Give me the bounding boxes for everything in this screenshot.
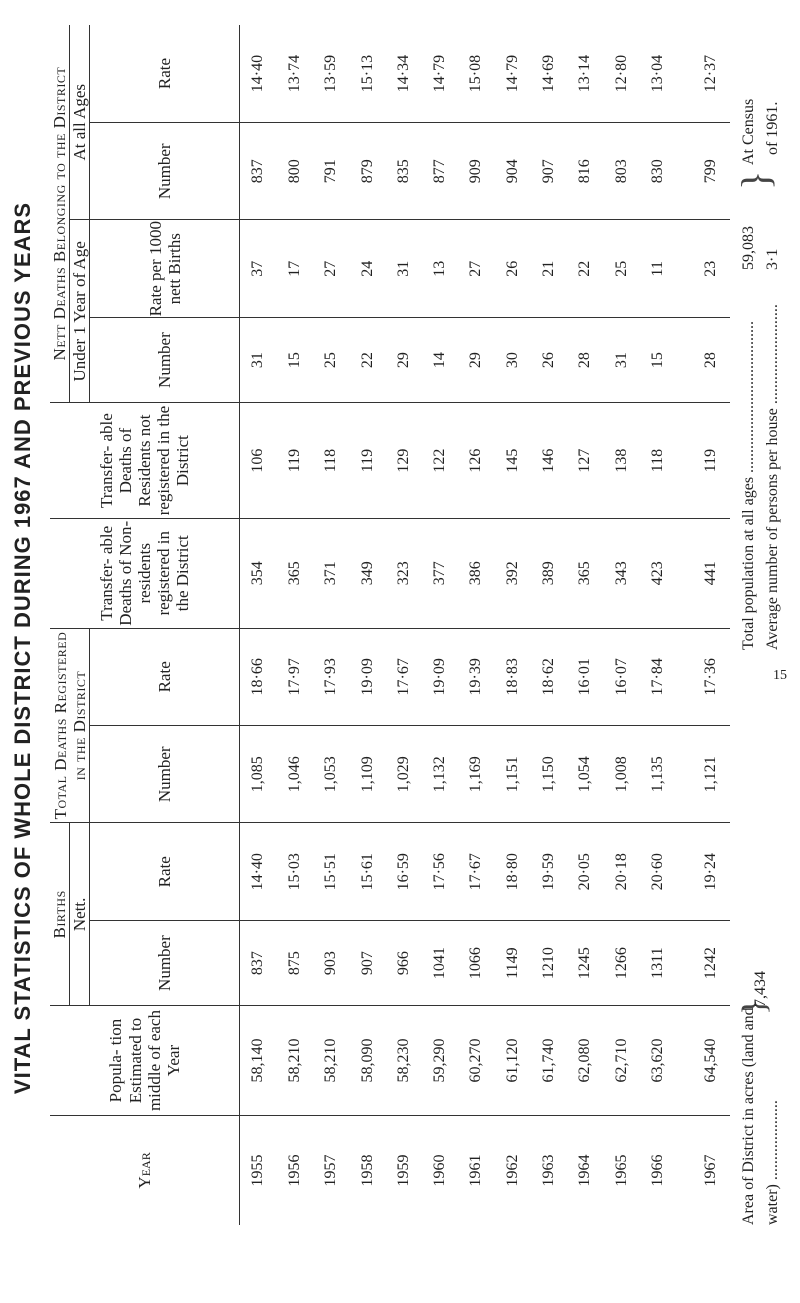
- cell-t-res: 119: [277, 403, 313, 519]
- census-note-line2: of 1961.: [764, 101, 781, 155]
- cell-births-rate: 14·40: [240, 823, 277, 920]
- cell-births-rate: 20·05: [567, 823, 603, 920]
- cell-all-num: 837: [240, 123, 277, 220]
- cell-t-res: 145: [495, 403, 531, 519]
- cell-td-num: 1,121: [676, 726, 730, 823]
- brace-icon: }: [736, 998, 773, 1015]
- cell-all-num: 877: [422, 123, 458, 220]
- population-label: Total population at all ages ......................................: [740, 320, 757, 650]
- table-row: [640, 25, 676, 1225]
- cell-all-num: 800: [277, 123, 313, 220]
- cell-u1-num: 25: [313, 317, 349, 402]
- area-label-line2: water) ....................: [764, 1100, 781, 1225]
- cell-all-num: 879: [349, 123, 385, 220]
- cell-u1-num: 28: [676, 317, 730, 402]
- cell-births-rate: 15·51: [313, 823, 349, 920]
- cell-t-nonres: 386: [458, 518, 494, 628]
- cell-births-rate: 19·24: [676, 823, 730, 920]
- cell-t-nonres: 349: [349, 518, 385, 628]
- cell-t-res: 106: [240, 403, 277, 519]
- cell-all-rate: 14·79: [503, 54, 521, 93]
- cell-u1-rate: 27: [313, 220, 349, 317]
- cell-td-num: 1,029: [386, 726, 422, 823]
- header-allages-rate: Rate: [90, 25, 240, 123]
- cell-pop: 63,620: [640, 1006, 676, 1116]
- cell-pop: 58,090: [349, 1006, 385, 1116]
- cell-t-res: 146: [531, 403, 567, 519]
- cell-t-nonres: 323: [386, 518, 422, 628]
- table-row: [567, 25, 603, 1225]
- cell-t-nonres: 365: [277, 518, 313, 628]
- cell-td-rate: 18·83: [495, 628, 531, 725]
- header-births-rate: Rate: [90, 823, 240, 920]
- header-total-deaths: Total Deaths Registered in the District: [50, 628, 90, 823]
- cell-year: 1959: [386, 1115, 422, 1225]
- cell-births-num: 966: [386, 920, 422, 1005]
- cell-births-rate: 20·60: [640, 823, 676, 920]
- cell-year: 1967: [676, 1115, 730, 1225]
- cell-t-nonres: 423: [640, 518, 676, 628]
- cell-td-num: 1,135: [640, 726, 676, 823]
- cell-all-rate: 13·59: [322, 54, 340, 93]
- cell-pop: 58,210: [313, 1006, 349, 1116]
- cell-t-nonres: 354: [240, 518, 277, 628]
- cell-td-rate: 17·36: [676, 628, 730, 725]
- table-row: [313, 25, 349, 1225]
- header-transfer-residents: Transfer- able Deaths of Residents not registered in the District: [50, 403, 240, 519]
- cell-u1-num: 30: [495, 317, 531, 402]
- table-row: [240, 25, 277, 1225]
- header-births: Births: [50, 823, 70, 1006]
- cell-u1-num: 15: [640, 317, 676, 402]
- header-population: Popula- tion Estimated to middle of each Year: [50, 1006, 240, 1116]
- cell-all-rate: 14·69: [539, 54, 557, 93]
- header-nett-deaths: Nett Deaths Belonging to the District: [50, 25, 70, 403]
- cell-all-num: 909: [458, 123, 494, 220]
- table-row: [349, 25, 385, 1225]
- table-row: [603, 25, 639, 1225]
- header-births-nett: Nett.: [70, 823, 90, 1006]
- persons-per-house-label: Average number of persons per house .........................: [764, 304, 781, 650]
- cell-all-num: 904: [495, 123, 531, 220]
- table-row: [495, 25, 531, 1225]
- cell-td-rate: 19·39: [458, 628, 494, 725]
- cell-td-rate: 16·07: [603, 628, 639, 725]
- cell-all-num: 816: [567, 123, 603, 220]
- cell-u1-num: 15: [277, 317, 313, 402]
- cell-all-rate: 12·37: [702, 54, 719, 93]
- header-births-number: Number: [90, 920, 240, 1005]
- cell-pop: 64,540: [676, 1006, 730, 1116]
- page-number: 15: [773, 668, 787, 683]
- cell-t-res: 138: [603, 403, 639, 519]
- cell-pop: 59,290: [422, 1006, 458, 1116]
- cell-births-num: 1149: [495, 920, 531, 1005]
- cell-all-rate: 12·80: [612, 54, 630, 93]
- header-under-1-year: Under 1 Year of Age: [70, 220, 90, 403]
- cell-u1-num: 31: [240, 317, 277, 402]
- cell-td-rate: 18·62: [531, 628, 567, 725]
- cell-td-num: 1,132: [422, 726, 458, 823]
- cell-all-num: 830: [640, 123, 676, 220]
- cell-year: 1963: [531, 1115, 567, 1225]
- cell-births-rate: 15·03: [277, 823, 313, 920]
- cell-births-rate: 16·59: [386, 823, 422, 920]
- cell-td-rate: 17·97: [277, 628, 313, 725]
- cell-t-nonres: 371: [313, 518, 349, 628]
- cell-all-rate: 13·04: [648, 54, 666, 93]
- cell-td-rate: 16·01: [567, 628, 603, 725]
- header-under1-number: Number: [90, 317, 240, 402]
- area-value: 7,434: [752, 971, 769, 1007]
- cell-t-res: 126: [458, 403, 494, 519]
- cell-td-num: 1,053: [313, 726, 349, 823]
- cell-t-res: 118: [640, 403, 676, 519]
- cell-all-rate: 13·74: [285, 54, 303, 93]
- cell-all-num: 835: [386, 123, 422, 220]
- cell-births-num: 1210: [531, 920, 567, 1005]
- table-row: [386, 25, 422, 1225]
- cell-td-num: 1,151: [495, 726, 531, 823]
- cell-all-num: 803: [603, 123, 639, 220]
- cell-births-num: 907: [349, 920, 385, 1005]
- cell-pop: 60,270: [458, 1006, 494, 1116]
- cell-year: 1961: [458, 1115, 494, 1225]
- cell-pop: 62,080: [567, 1006, 603, 1116]
- cell-all-rate: 14·40: [249, 54, 267, 93]
- cell-u1-rate: 27: [458, 220, 494, 317]
- cell-t-nonres: 389: [531, 518, 567, 628]
- cell-all-rate: 14·79: [431, 54, 449, 93]
- cell-u1-rate: 24: [349, 220, 385, 317]
- cell-pop: 58,230: [386, 1006, 422, 1116]
- cell-pop: 61,740: [531, 1006, 567, 1116]
- cell-t-nonres: 441: [676, 518, 730, 628]
- cell-t-nonres: 377: [422, 518, 458, 628]
- cell-all-rate: 14·34: [394, 54, 412, 93]
- population-value: 59,083: [740, 226, 757, 270]
- cell-births-num: 875: [277, 920, 313, 1005]
- cell-u1-rate: 31: [386, 220, 422, 317]
- cell-td-num: 1,008: [603, 726, 639, 823]
- cell-u1-rate: 17: [277, 220, 313, 317]
- footer: [733, 15, 790, 1225]
- cell-pop: 62,710: [603, 1006, 639, 1116]
- cell-u1-num: 31: [603, 317, 639, 402]
- cell-births-rate: 20·18: [603, 823, 639, 920]
- cell-u1-num: 26: [531, 317, 567, 402]
- cell-t-res: 118: [313, 403, 349, 519]
- cell-births-num: 1066: [458, 920, 494, 1005]
- table-row: [458, 25, 494, 1225]
- cell-births-rate: 19·59: [531, 823, 567, 920]
- cell-td-num: 1,169: [458, 726, 494, 823]
- cell-all-num: 799: [676, 123, 730, 220]
- cell-td-num: 1,109: [349, 726, 385, 823]
- cell-t-res: 127: [567, 403, 603, 519]
- cell-t-nonres: 392: [495, 518, 531, 628]
- cell-td-rate: 17·84: [640, 628, 676, 725]
- cell-year: 1957: [313, 1115, 349, 1225]
- header-transfer-nonresidents: Transfer- able Deaths of Non- residents registered in the District: [50, 518, 240, 628]
- cell-year: 1962: [495, 1115, 531, 1225]
- cell-all-rate: 15·13: [358, 54, 376, 93]
- cell-u1-num: 29: [386, 317, 422, 402]
- cell-t-res: 119: [676, 403, 730, 519]
- cell-t-res: 122: [422, 403, 458, 519]
- cell-all-num: 907: [531, 123, 567, 220]
- cell-year: 1965: [603, 1115, 639, 1225]
- cell-births-num: 1266: [603, 920, 639, 1005]
- header-under1-rate: Rate per 1000 nett Births: [90, 220, 240, 317]
- cell-all-num: 791: [313, 123, 349, 220]
- cell-pop: 58,210: [277, 1006, 313, 1116]
- cell-year: 1960: [422, 1115, 458, 1225]
- cell-u1-rate: 11: [640, 220, 676, 317]
- cell-td-rate: 19·09: [422, 628, 458, 725]
- cell-births-num: 1041: [422, 920, 458, 1005]
- cell-births-rate: 18·80: [495, 823, 531, 920]
- cell-pop: 58,140: [240, 1006, 277, 1116]
- cell-u1-num: 14: [422, 317, 458, 402]
- table-row: [531, 25, 567, 1225]
- cell-births-num: 903: [313, 920, 349, 1005]
- cell-births-rate: 17·67: [458, 823, 494, 920]
- cell-year: 1964: [567, 1115, 603, 1225]
- vital-statistics-table: [50, 25, 730, 1225]
- cell-pop: 61,120: [495, 1006, 531, 1116]
- header-all-ages: At all Ages: [70, 25, 90, 220]
- cell-t-nonres: 365: [567, 518, 603, 628]
- cell-t-res: 119: [349, 403, 385, 519]
- cell-u1-rate: 23: [676, 220, 730, 317]
- header-allages-number: Number: [90, 123, 240, 220]
- cell-births-rate: 17·56: [422, 823, 458, 920]
- cell-u1-rate: 37: [240, 220, 277, 317]
- cell-births-num: 1245: [567, 920, 603, 1005]
- cell-td-rate: 17·67: [386, 628, 422, 725]
- header-total-deaths-rate: Rate: [90, 628, 240, 725]
- cell-all-rate: 15·08: [467, 54, 485, 93]
- cell-year: 1956: [277, 1115, 313, 1225]
- header-year: Year: [50, 1115, 240, 1225]
- cell-u1-rate: 21: [531, 220, 567, 317]
- cell-all-rate: 13·14: [576, 54, 594, 93]
- cell-births-rate: 15·61: [349, 823, 385, 920]
- cell-u1-num: 28: [567, 317, 603, 402]
- cell-u1-rate: 25: [603, 220, 639, 317]
- table-row: [277, 25, 313, 1225]
- table-row: [676, 25, 730, 1225]
- cell-u1-num: 29: [458, 317, 494, 402]
- cell-u1-rate: 13: [422, 220, 458, 317]
- cell-td-num: 1,054: [567, 726, 603, 823]
- cell-td-rate: 17·93: [313, 628, 349, 725]
- cell-td-num: 1,150: [531, 726, 567, 823]
- cell-u1-num: 22: [349, 317, 385, 402]
- page-title: VITAL STATISTICS OF WHOLE DISTRICT DURING 1967 AND PREVIOUS YEARS: [10, 201, 35, 1095]
- brace-icon: }: [733, 170, 778, 190]
- cell-t-nonres: 343: [603, 518, 639, 628]
- cell-u1-rate: 22: [567, 220, 603, 317]
- cell-td-rate: 19·09: [349, 628, 385, 725]
- census-note-line1: At Census: [740, 98, 757, 165]
- table-row: [422, 25, 458, 1225]
- cell-births-num: 1311: [640, 920, 676, 1005]
- table-body: [240, 25, 730, 1225]
- cell-t-res: 129: [386, 403, 422, 519]
- cell-td-rate: 18·66: [240, 628, 277, 725]
- cell-births-num: 1242: [676, 920, 730, 1005]
- persons-per-house-value: 3·1: [764, 248, 781, 270]
- cell-births-num: 837: [240, 920, 277, 1005]
- header-total-deaths-number: Number: [90, 726, 240, 823]
- cell-year: 1955: [240, 1115, 277, 1225]
- cell-u1-rate: 26: [495, 220, 531, 317]
- cell-year: 1966: [640, 1115, 676, 1225]
- cell-td-num: 1,046: [277, 726, 313, 823]
- cell-td-num: 1,085: [240, 726, 277, 823]
- cell-year: 1958: [349, 1115, 385, 1225]
- area-label-line1: Area of District in acres (land and: [740, 1007, 757, 1225]
